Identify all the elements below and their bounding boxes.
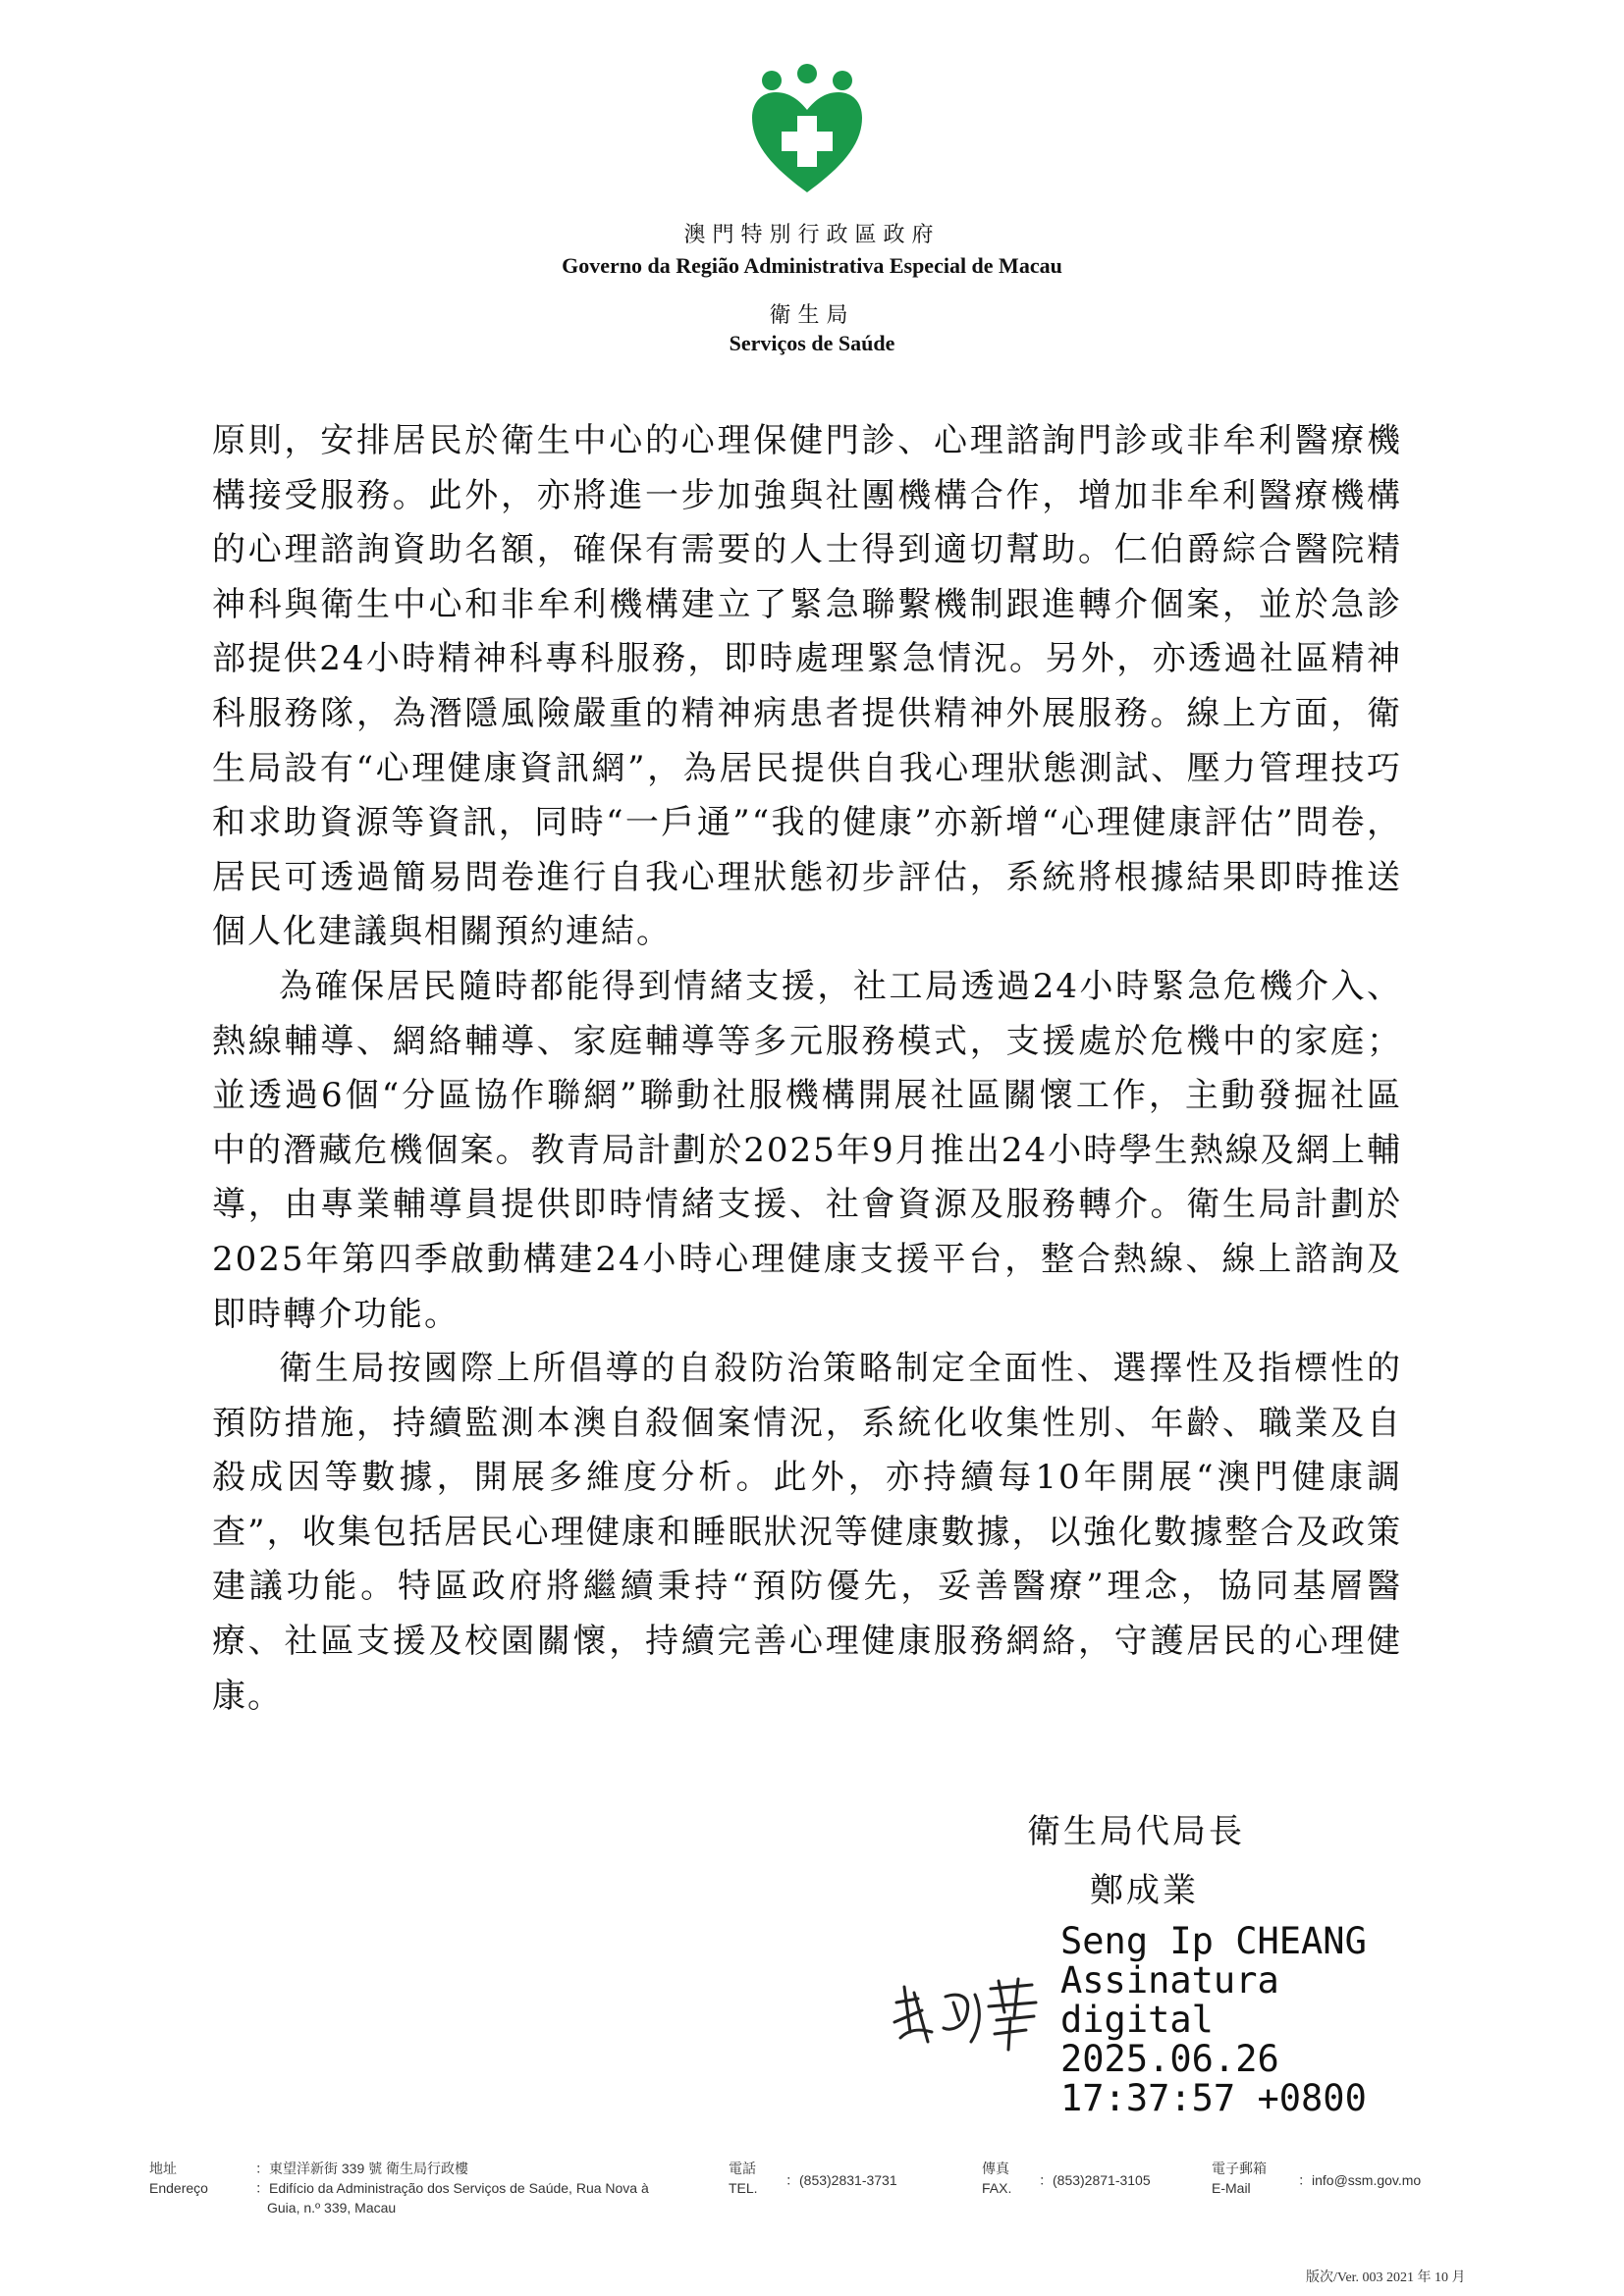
signatory-title: 衛生局代局長 (1027, 1812, 1245, 1851)
address-label-zh: 地址 (149, 2161, 177, 2176)
signatory-name: 鄭成業 (1090, 1871, 1199, 1910)
address-zh: ：東望洋新街 339 號 衛生局行政樓 (255, 2161, 469, 2176)
digital-signature-line: Assinatura (1060, 1959, 1279, 2002)
department-name-zh: 衛生局 (769, 303, 855, 328)
digital-signature-line: 17:37:57 +0800 (1060, 2077, 1367, 2119)
tel-label-pt: TEL. (729, 2180, 758, 2196)
fax-label-pt: FAX. (982, 2180, 1012, 2196)
digital-signature-line: 2025.06.26 (1060, 2038, 1279, 2080)
tel-number: ：(853)2831-3731 (785, 2172, 897, 2188)
email-label-zh: 電子郵箱 (1212, 2161, 1267, 2176)
government-name-pt: Governo da Região Administrativa Especial de Macau (562, 253, 1062, 278)
footer (0, 2160, 1624, 2277)
government-name-zh: 澳門特別行政區政府 (683, 223, 941, 247)
handwritten-signature-icon (889, 1973, 1046, 2057)
tel-label-zh: 電話 (729, 2161, 756, 2176)
body-paragraph: 衛生局按國際上所倡導的自殺防治策略制定全面性、選擇性及指標性的預防措施，持續監測本澳自殺個案情況，系統化收集性別、年齡、職業及自殺成因等數據，開展多維度分析。此外，亦持續每10年開展“澳門健康調查”，收集包括居民心理健康和睡眠狀況等健康數據，以強化數據整合及政策建議功能。特區政府將繼續秉持“預防優先，妥善醫療”理念，協同基層醫療、社區支援及校園關懷，持續完善心理健康服務網絡，守護居民的心理健康。 (212, 1349, 1402, 1716)
digital-signature-line: digital (1060, 1999, 1214, 2041)
email-label-pt: E-Mail (1212, 2180, 1251, 2196)
fax-number: ：(853)2871-3105 (1039, 2172, 1151, 2188)
fax-label-zh: 傳真 (982, 2161, 1009, 2176)
health-bureau-logo-icon (748, 61, 866, 194)
email-address: ：info@ssm.gov.mo (1298, 2172, 1422, 2188)
address-label-pt: Endereço (149, 2180, 208, 2196)
letter-body (212, 414, 1402, 1724)
body-paragraph: 為確保居民隨時都能得到情緒支援，社工局透過24小時緊急危機介入、熱線輔導、網絡輔導、家庭輔導等多元服務模式，支援處於危機中的家庭；並透過6個“分區協作聯網”聯動社服機構開展社區關懷工作，主動發掘社區中的潛藏危機個案。教青局計劃於2025年9月推出24小時學生熱線及網上輔導，由專業輔導員提供即時情緒支援、社會資源及服務轉介。衛生局計劃於2025年第四季啟動構建24小時心理健康支援平台，整合熱線、線上諮詢及即時轉介功能。 (212, 966, 1402, 1334)
document-version: 版次/Ver. 003 2021 年 10 月 (1306, 2270, 1466, 2285)
digital-signature-line: Seng Ip CHEANG (1060, 1920, 1367, 1962)
address-pt-line2: Guia, n.º 339, Macau (267, 2200, 397, 2216)
body-paragraph: 原則，安排居民於衛生中心的心理保健門診、心理諮詢門診或非牟利醫療機構接受服務。此外，亦將進一步加強與社團機構合作，增加非牟利醫療機構的心理諮詢資助名額，確保有需要的人士得到適切幫助。仁伯爵綜合醫院精神科與衛生中心和非牟利機構建立了緊急聯繫機制跟進轉介個案，並於急診部提供24小時精神科專科服務，即時處理緊急情況。另外，亦透過社區精神科服務隊，為潛隱風險嚴重的精神病患者提供精神外展服務。線上方面，衛生局設有“心理健康資訊網”，為居民提供自我心理狀態測試、壓力管理技巧和求助資源等資訊，同時“一戶通”“我的健康”亦新增“心理健康評估”問卷，居民可透過簡易問卷進行自我心理狀態初步評估，系統將根據結果即時推送個人化建議與相關預約連結。 (212, 421, 1402, 952)
digital-signature-stamp (1060, 1922, 1367, 2118)
department-name-pt: Serviços de Saúde (729, 331, 895, 355)
address-pt-line1: ：Edifício da Administração dos Serviços de Saúde, Rua Nova à (255, 2180, 649, 2196)
